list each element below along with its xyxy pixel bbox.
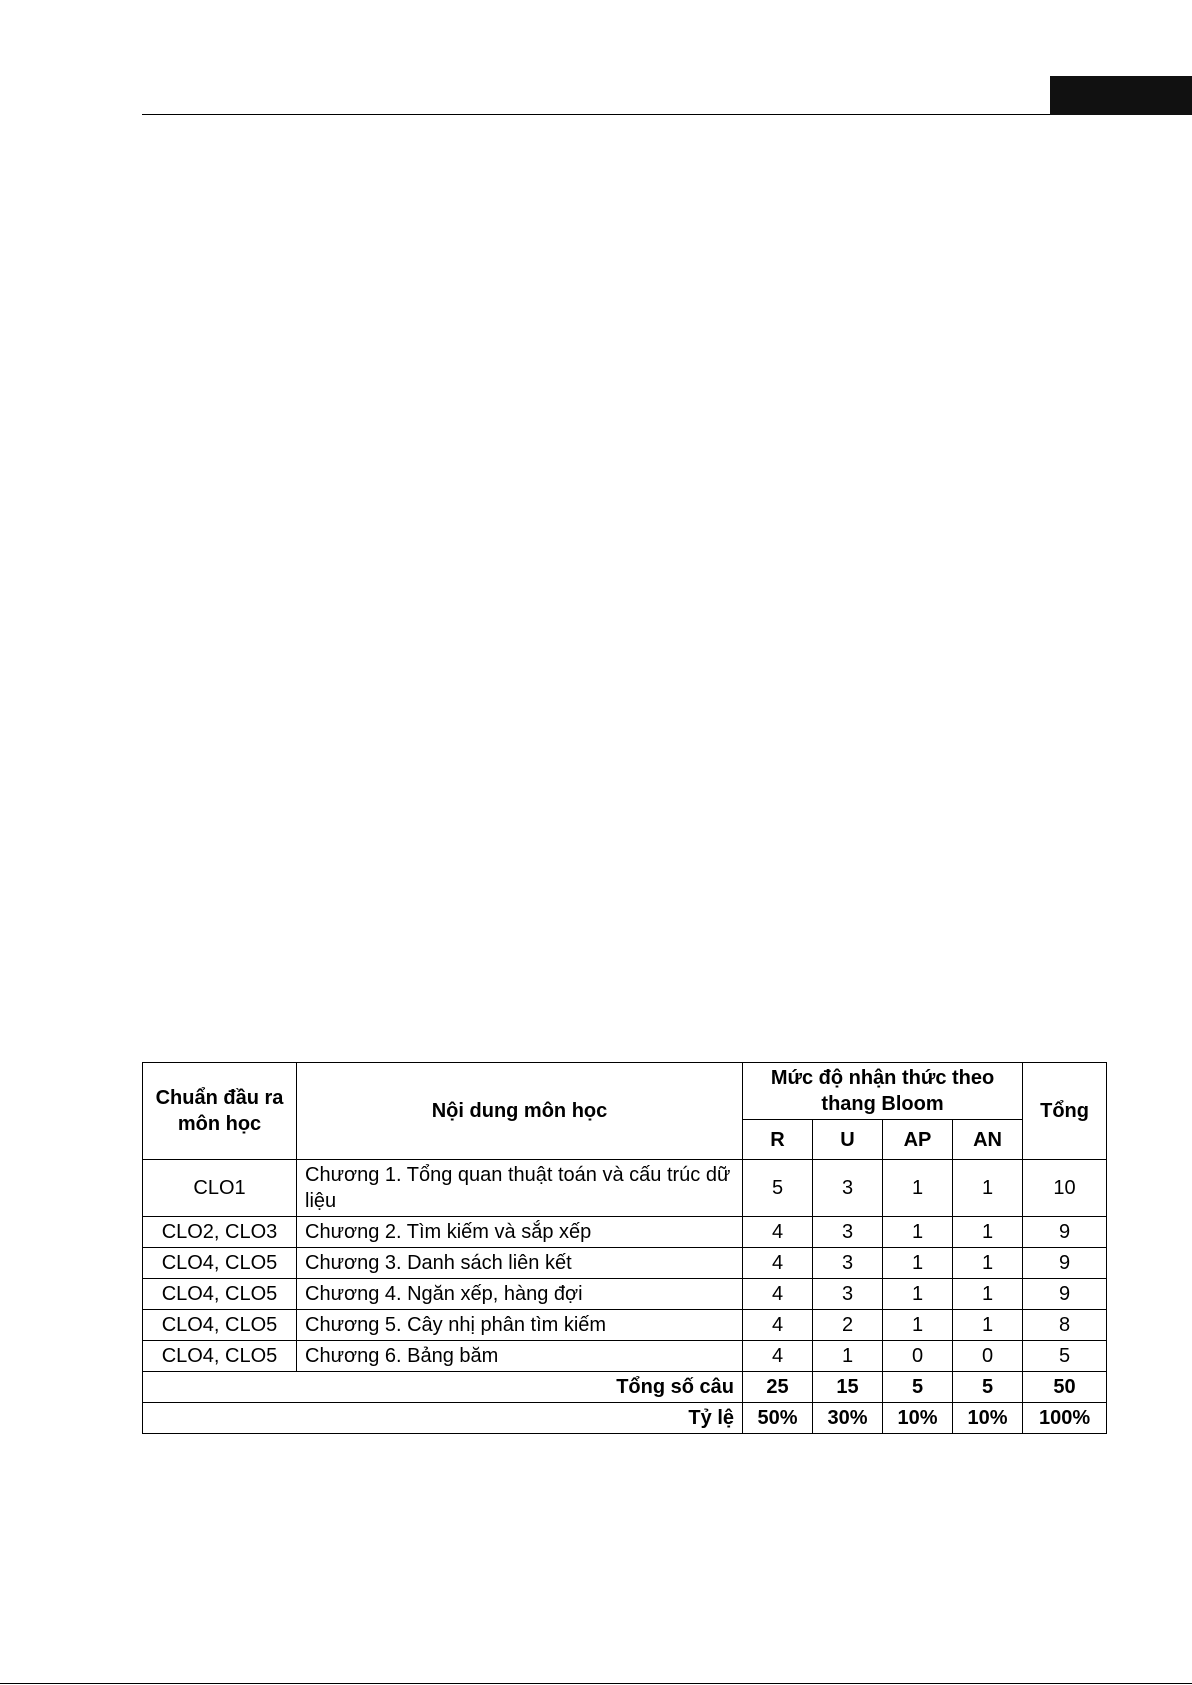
r-cell: 5 [743, 1160, 813, 1217]
clo-cell: CLO1 [143, 1160, 297, 1217]
total-cell: 50 [1023, 1372, 1107, 1403]
header-tab [1050, 76, 1192, 115]
content-cell: Chương 5. Cây nhị phân tìm kiếm [297, 1310, 743, 1341]
ap-cell: 0 [883, 1341, 953, 1372]
an-cell: 1 [953, 1160, 1023, 1217]
an-cell: 10% [953, 1403, 1023, 1434]
table-row [143, 1160, 1107, 1217]
u-cell: 3 [813, 1248, 883, 1279]
an-cell: 1 [953, 1217, 1023, 1248]
footer-rule [0, 1683, 1192, 1684]
r-cell: 4 [743, 1341, 813, 1372]
an-cell: 5 [953, 1372, 1023, 1403]
header-total: Tổng [1023, 1063, 1107, 1160]
total-cell: 5 [1023, 1341, 1107, 1372]
ap-cell: 1 [883, 1217, 953, 1248]
header-clo: Chuẩn đầu ra môn học [143, 1063, 297, 1160]
an-cell: 0 [953, 1341, 1023, 1372]
content-cell: Chương 2. Tìm kiếm và sắp xếp [297, 1217, 743, 1248]
table-row [143, 1217, 1107, 1248]
total-cell: 9 [1023, 1217, 1107, 1248]
ap-cell: 1 [883, 1160, 953, 1217]
r-cell: 50% [743, 1403, 813, 1434]
header-content: Nội dung môn học [297, 1063, 743, 1160]
ap-cell: 1 [883, 1279, 953, 1310]
header-level-ap: AP [883, 1120, 953, 1160]
header-level-u: U [813, 1120, 883, 1160]
u-cell: 30% [813, 1403, 883, 1434]
header-bloom: Mức độ nhận thức theo thang Bloom [743, 1063, 1023, 1120]
clo-cell: CLO2, CLO3 [143, 1217, 297, 1248]
table-row [143, 1341, 1107, 1372]
ap-cell: 10% [883, 1403, 953, 1434]
table-row [143, 1248, 1107, 1279]
content-cell: Chương 4. Ngăn xếp, hàng đợi [297, 1279, 743, 1310]
ap-cell: 5 [883, 1372, 953, 1403]
total-cell: 8 [1023, 1310, 1107, 1341]
u-cell: 15 [813, 1372, 883, 1403]
table-row [143, 1279, 1107, 1310]
content-cell: Chương 6. Bảng băm [297, 1341, 743, 1372]
summary-label: Tổng số câu [143, 1372, 743, 1403]
table-row [143, 1310, 1107, 1341]
header-level-r: R [743, 1120, 813, 1160]
total-cell: 100% [1023, 1403, 1107, 1434]
u-cell: 3 [813, 1160, 883, 1217]
content-cell: Chương 3. Danh sách liên kết [297, 1248, 743, 1279]
an-cell: 1 [953, 1310, 1023, 1341]
summary-label: Tỷ lệ [143, 1403, 743, 1434]
r-cell: 4 [743, 1217, 813, 1248]
clo-cell: CLO4, CLO5 [143, 1279, 297, 1310]
ap-cell: 1 [883, 1310, 953, 1341]
summary-row-count [143, 1372, 1107, 1403]
ap-cell: 1 [883, 1248, 953, 1279]
u-cell: 3 [813, 1279, 883, 1310]
bloom-table [142, 1062, 1107, 1434]
u-cell: 3 [813, 1217, 883, 1248]
clo-cell: CLO4, CLO5 [143, 1341, 297, 1372]
r-cell: 25 [743, 1372, 813, 1403]
header-level-an: AN [953, 1120, 1023, 1160]
r-cell: 4 [743, 1248, 813, 1279]
u-cell: 2 [813, 1310, 883, 1341]
r-cell: 4 [743, 1279, 813, 1310]
header-rule [142, 114, 1050, 115]
r-cell: 4 [743, 1310, 813, 1341]
clo-cell: CLO4, CLO5 [143, 1248, 297, 1279]
total-cell: 10 [1023, 1160, 1107, 1217]
total-cell: 9 [1023, 1279, 1107, 1310]
total-cell: 9 [1023, 1248, 1107, 1279]
summary-row-ratio [143, 1403, 1107, 1434]
clo-cell: CLO4, CLO5 [143, 1310, 297, 1341]
u-cell: 1 [813, 1341, 883, 1372]
an-cell: 1 [953, 1248, 1023, 1279]
content-cell: Chương 1. Tổng quan thuật toán và cấu trúc dữ liệu [297, 1160, 743, 1217]
an-cell: 1 [953, 1279, 1023, 1310]
